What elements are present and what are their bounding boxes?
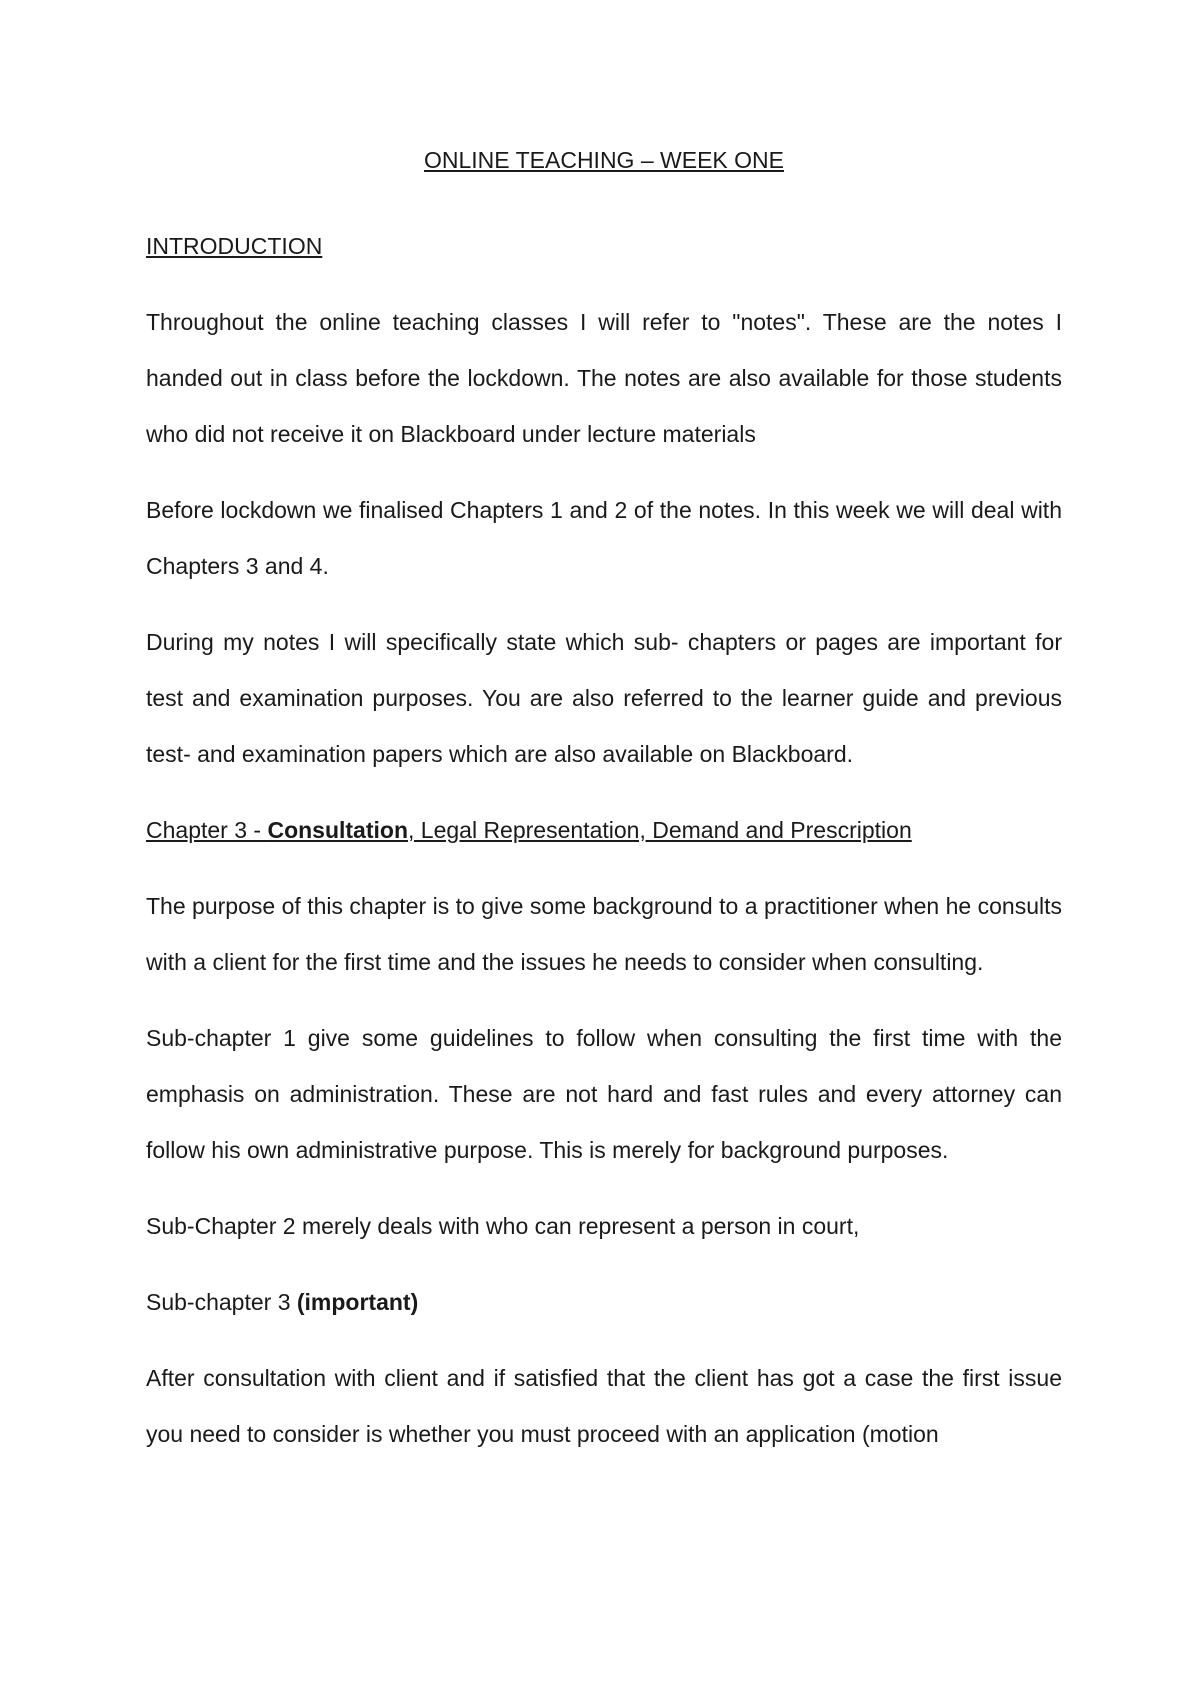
chapter-heading-bold: Consultation xyxy=(267,817,408,843)
chapter-heading xyxy=(146,802,1062,858)
document-body xyxy=(146,140,1062,1482)
subchapter-3-important: (important) xyxy=(296,1289,419,1315)
section-heading xyxy=(146,226,1062,266)
document-title xyxy=(146,140,1062,180)
document-title-text: ONLINE TEACHING – WEEK ONE xyxy=(424,147,784,173)
chapter-heading-suffix: , Legal Representation, Demand and Prescription xyxy=(408,817,912,843)
section-heading-text: INTRODUCTION xyxy=(146,233,323,259)
subchapter-3-heading xyxy=(146,1274,1062,1330)
paragraph-subchapter-2: Sub-Chapter 2 merely deals with who can represent a person in court, xyxy=(146,1213,860,1239)
paragraph-after-consultation: After consultation with client and if satisfied that the client has got a case the first issue you need to consider is whether you must proceed with an application (motion xyxy=(146,1365,1062,1447)
subchapter-3-label: Sub-chapter 3 xyxy=(146,1289,297,1315)
paragraph-important-subchapters: During my notes I will specifically state which sub- chapters or pages are important for test and examination purposes. You are also referred to the learner guide and previous test- and examination papers which are also available on Blackboard. xyxy=(146,629,1062,767)
chapter-heading-prefix: Chapter 3 - xyxy=(146,817,268,843)
paragraph-notes-reference: Throughout the online teaching classes I will refer to "notes". These are the notes I handed out in class before the lockdown. The notes are also available for those students who did not receive it on Blackboard under lecture materials xyxy=(146,309,1062,447)
paragraph-subchapter-1: Sub-chapter 1 give some guidelines to follow when consulting the first time with the emphasis on administration. These are not hard and fast rules and every attorney can follow his own administrative purpose. This is merely for background purposes. xyxy=(146,1025,1062,1163)
paragraph-chapters-covered: Before lockdown we finalised Chapters 1 and 2 of the notes. In this week we will deal with Chapters 3 and 4. xyxy=(146,497,1062,579)
paragraph-chapter-purpose: The purpose of this chapter is to give some background to a practitioner when he consults with a client for the first time and the issues he needs to consider when consulting. xyxy=(146,893,1062,975)
